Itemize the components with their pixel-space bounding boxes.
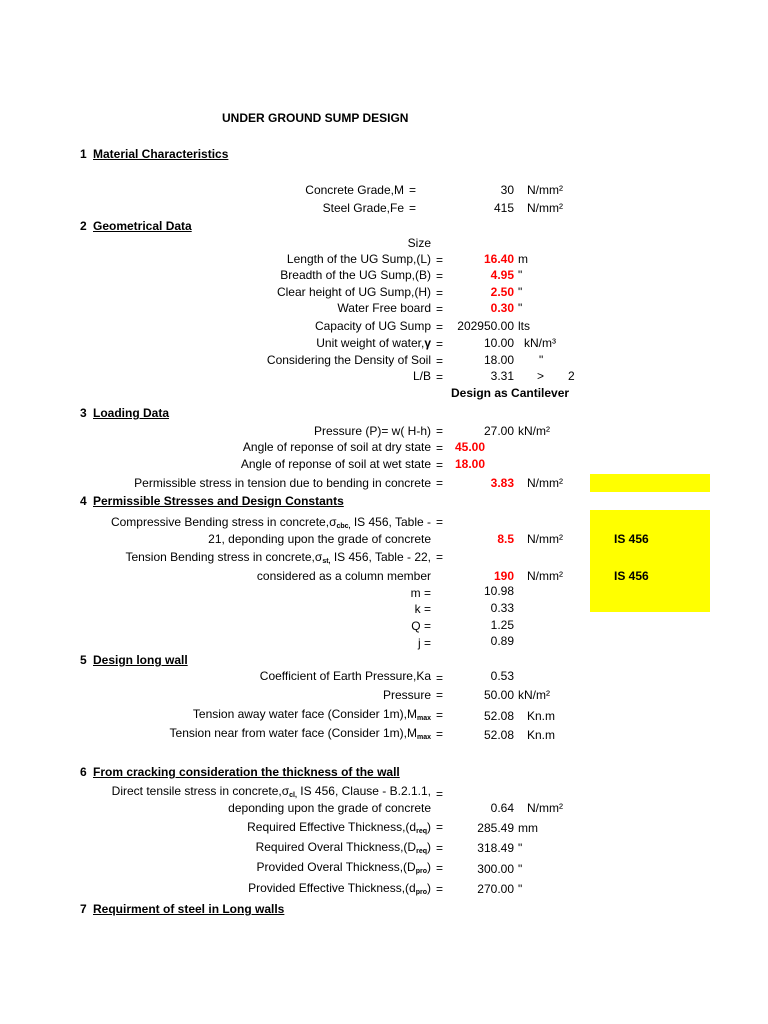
length-unit: m [518, 252, 528, 266]
freeboard-value: 0.30 [490, 301, 514, 315]
lb-label: L/B [412, 369, 431, 383]
moment-away-value: 52.08 [483, 709, 514, 723]
height-eq: = [436, 286, 444, 300]
const-j-value: 0.89 [490, 634, 514, 648]
capacity-value: 202950.00 [457, 319, 514, 333]
comp-stress-unit: N/mm² [527, 532, 563, 546]
angle-dry-value: 45.00 [455, 440, 486, 454]
comp-stress-label-line2: 21, deponding upon the grade of concrete [208, 532, 431, 546]
direct-stress-value: 0.64 [490, 801, 514, 815]
size-label: Size [407, 236, 431, 250]
section-7-title: Requirment of steel in Long walls [93, 902, 285, 916]
moment-away-unit: Kn.m [527, 709, 556, 723]
section-4-number: 4 [80, 494, 87, 508]
dreq-eq: = [436, 820, 444, 834]
section-4-title: Permissible Stresses and Design Constants [93, 494, 344, 508]
soil-density-unit: " [539, 353, 544, 367]
direct-stress-label-line1: Direct tensile stress in $concrete,\sigma_{cl,}$ IS 456, Clause - B.2.1.1, [111, 784, 431, 799]
lb-eq: = [436, 370, 444, 384]
moment-near-unit: Kn.m [527, 728, 556, 742]
lb-limit: 2 [568, 369, 575, 383]
angle-wet-value: 18.00 [455, 457, 486, 471]
freeboard-eq: = [436, 302, 444, 316]
breadth-unit: " [518, 268, 523, 282]
dpro-eq: = [436, 882, 444, 896]
Dreq-value: 318.49 [477, 841, 514, 855]
perm-tension-label: Permissible stress in tension due to bending in concrete [134, 476, 431, 490]
breadth-label: Breadth of the UG Sump,(B) [280, 268, 431, 282]
capacity-eq: = [436, 320, 444, 334]
breadth-value: 4.95 [490, 268, 514, 282]
section-2-number: 2 [80, 219, 87, 233]
design-note: Design as Cantilever [451, 386, 570, 400]
length-value: 16.40 [483, 252, 514, 266]
Dreq-label: Required Overal $Thickness,(D_{req})$ [255, 840, 431, 855]
freeboard-unit: " [518, 301, 523, 315]
moment-near-eq: = [436, 727, 444, 741]
comp-stress-ref: IS 456 [614, 532, 649, 546]
steel-grade-unit: N/mm² [527, 201, 563, 215]
concrete-grade-value: 30 [500, 183, 514, 197]
ka-label: Coefficient of Earth Pressure,Ka [259, 669, 431, 683]
section-6-number: 6 [80, 765, 87, 779]
section-2-title: Geometrical Data [93, 219, 192, 233]
Dreq-unit: " [518, 841, 523, 855]
dreq-value: 285.49 [477, 821, 514, 835]
direct-stress-eq: = [436, 787, 444, 801]
highlight-cell-1 [590, 474, 710, 492]
section-5-number: 5 [80, 653, 87, 667]
lb-value: 3.31 [490, 369, 514, 383]
comp-stress-value: 8.5 [497, 532, 514, 546]
longwall-pressure-eq: = [436, 688, 444, 702]
perm-tension-value: 3.83 [490, 476, 514, 490]
angle-wet-eq: = [436, 458, 444, 472]
freeboard-label: Water Free board [337, 301, 431, 315]
angle-wet-label: Angle of reponse of soil at wet state [240, 457, 431, 471]
section-1-title: Material Characteristics [93, 147, 229, 161]
section-3-number: 3 [80, 406, 87, 420]
soil-density-eq: = [436, 354, 444, 368]
capacity-unit: lts [518, 319, 530, 333]
lb-gt: > [537, 369, 545, 383]
moment-away-eq: = [436, 708, 444, 722]
dreq-unit: mm [518, 821, 538, 835]
comp-stress-eq: = [436, 515, 444, 529]
const-k-label: k = [414, 602, 431, 616]
const-q-label: Q = [411, 619, 431, 633]
steel-grade-label: Steel Grade,Fe [322, 201, 404, 215]
pressure-value: 27.00 [483, 424, 514, 438]
const-m-label: m = [410, 586, 431, 600]
direct-stress-unit: N/mm² [527, 801, 563, 815]
length-label: Length of the UG Sump,(L) [286, 252, 431, 266]
highlight-cell-2 [590, 510, 710, 612]
tens-stress-label-line2: considered as a column member [256, 569, 431, 583]
Dpro-eq: = [436, 861, 444, 875]
dpro-unit: " [518, 882, 523, 896]
Dpro-value: 300.00 [477, 862, 514, 876]
moment-near-label: Tension near from water face (Consider $1m),M_{max}$ [169, 726, 431, 741]
capacity-label: Capacity of UG Sump [314, 319, 431, 333]
height-label: Clear height of UG Sump,(H) [276, 285, 431, 299]
unit-weight-value: 10.00 [483, 336, 514, 350]
height-value: 2.50 [490, 285, 514, 299]
section-7-number: 7 [80, 902, 87, 916]
const-j-label: j = [417, 636, 431, 650]
perm-tension-eq: = [436, 476, 444, 490]
const-m-value: 10.98 [483, 584, 514, 598]
page-title: UNDER GROUND SUMP DESIGN [222, 111, 409, 125]
unit-weight-label: Unit weight of water,γ [316, 336, 431, 350]
angle-dry-eq: = [436, 441, 444, 455]
soil-density-value: 18.00 [483, 353, 514, 367]
steel-grade-value: 415 [493, 201, 514, 215]
pressure-label: Pressure (P)= w( H-h) [313, 424, 431, 438]
Dpro-label: Provided Overal $Thickness,(D_{pro})$ [256, 860, 431, 875]
tens-stress-ref: IS 456 [614, 569, 649, 583]
Dpro-unit: " [518, 862, 523, 876]
unit-weight-unit: kN/m³ [524, 336, 556, 350]
tens-stress-label-line1: Tension Bending stress in $concrete,\sigma_{st,}$ IS 456, Table - 22, [125, 550, 431, 565]
pressure-eq: = [436, 424, 444, 438]
concrete-grade-eq: = [409, 183, 417, 197]
tens-stress-unit: N/mm² [527, 569, 563, 583]
concrete-grade-unit: N/mm² [527, 183, 563, 197]
ka-eq: = [436, 671, 444, 685]
direct-stress-label-line2: deponding upon the grade of concrete [228, 801, 431, 815]
height-unit: " [518, 285, 523, 299]
const-k-value: 0.33 [490, 601, 514, 615]
section-1-number: 1 [80, 147, 87, 161]
tens-stress-eq: = [436, 550, 444, 564]
ka-value: 0.53 [490, 669, 514, 683]
steel-grade-eq: = [409, 201, 417, 215]
perm-tension-unit: N/mm² [527, 476, 563, 490]
unit-weight-eq: = [436, 337, 444, 351]
section-5-title: Design long wall [93, 653, 188, 667]
angle-dry-label: Angle of reponse of soil at dry state [242, 440, 431, 454]
concrete-grade-label: Concrete Grade,M [305, 183, 404, 197]
longwall-pressure-label: Pressure [382, 688, 431, 702]
dreq-label: Required Effective $Thickness,(d_{req})$ [247, 820, 431, 835]
tens-stress-value: 190 [493, 569, 514, 583]
comp-stress-label-line1: Compressive Bending stress in $concrete,\sigma_{cbc,}$ IS 456, Table - [110, 515, 431, 530]
length-eq: = [436, 253, 444, 267]
dpro-label: Provided Effective $Thickness,(d_{pro})$ [248, 881, 431, 896]
moment-near-value: 52.08 [483, 728, 514, 742]
longwall-pressure-value: 50.00 [483, 688, 514, 702]
gamma-symbol: γ [424, 336, 431, 350]
pressure-unit: kN/m² [518, 424, 550, 438]
soil-density-label: Considering the Density of Soil [266, 353, 431, 367]
const-q-value: 1.25 [490, 618, 514, 632]
section-3-title: Loading Data [93, 406, 170, 420]
Dreq-eq: = [436, 841, 444, 855]
longwall-pressure-unit: kN/m² [518, 688, 550, 702]
dpro-value: 270.00 [477, 882, 514, 896]
moment-away-label: Tension away water face (Consider $1m),M_{max}$ [192, 707, 431, 722]
breadth-eq: = [436, 269, 444, 283]
section-6-title: From cracking consideration the thickness of the wall [93, 765, 400, 779]
